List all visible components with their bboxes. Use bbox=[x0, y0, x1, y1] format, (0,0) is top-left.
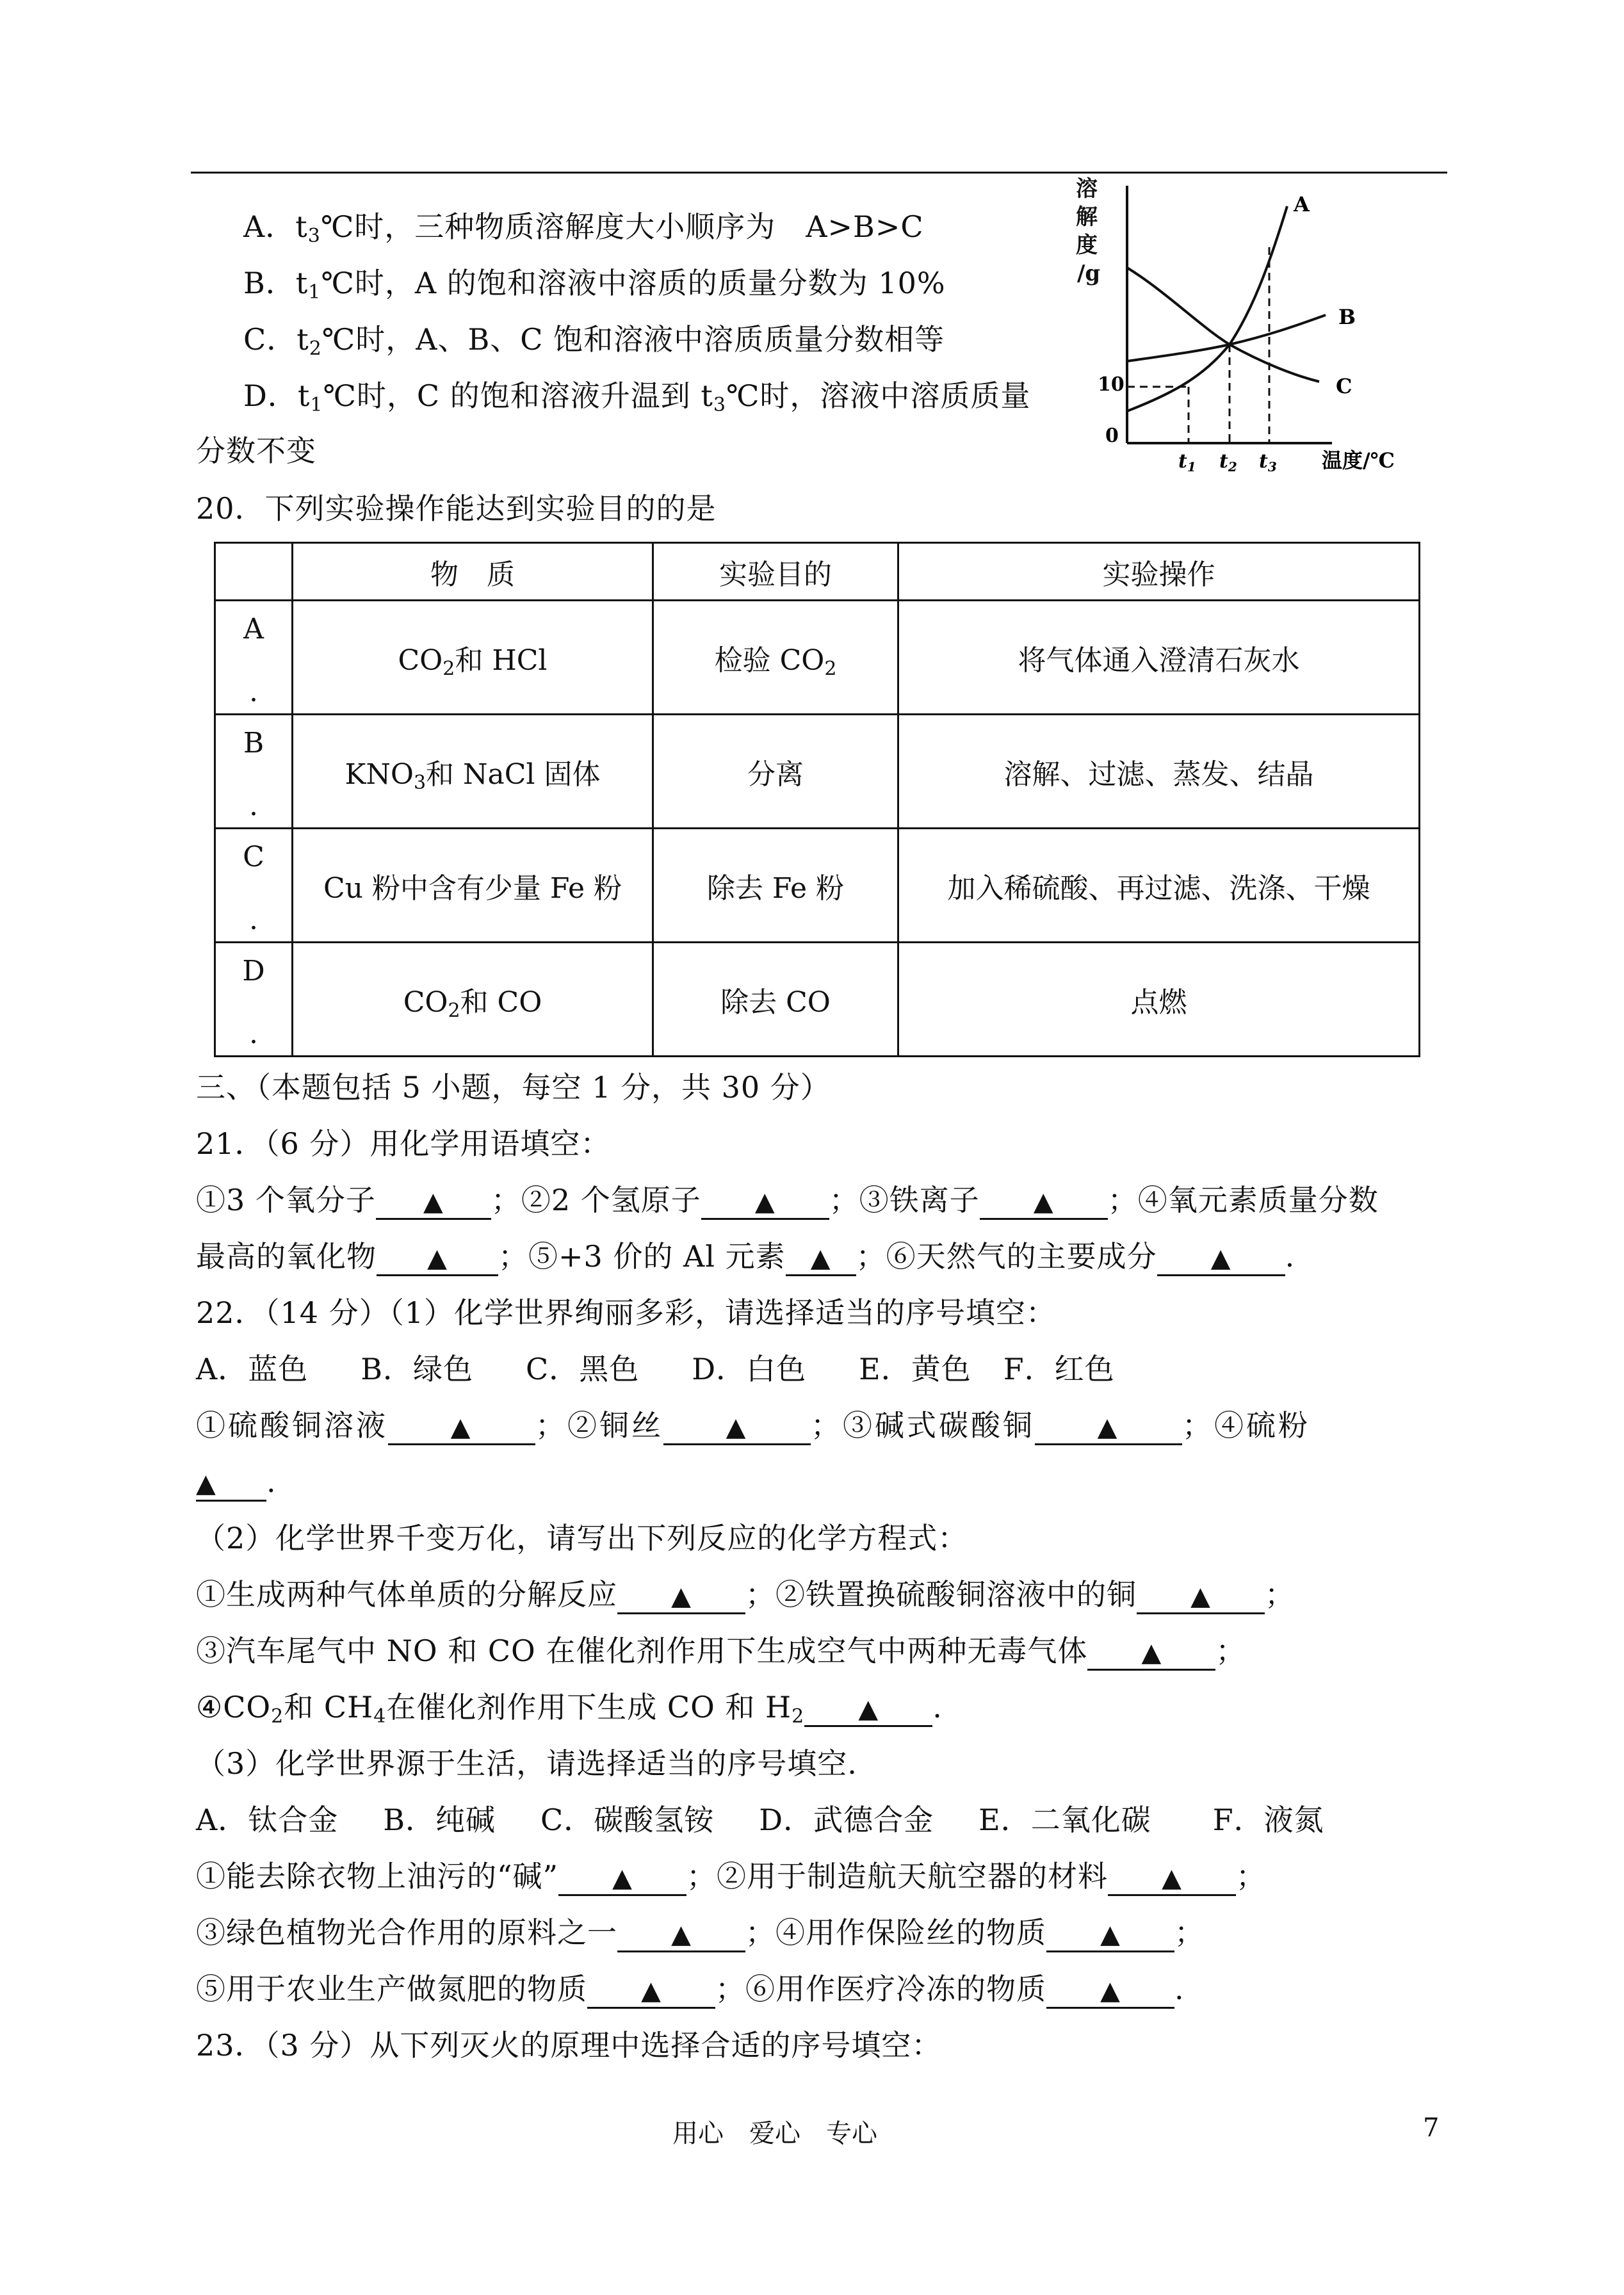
answer-blank[interactable]: ▲ bbox=[1137, 1578, 1265, 1614]
x-axis-title: 温度/℃ bbox=[1322, 448, 1395, 473]
y-axis-title-char: /g bbox=[1077, 261, 1101, 286]
q21-line-2: 最高的氧化物 ▲ ；⑤+3 价的 Al 元素 ▲ ；⑥天然气的主要成分 ▲ . bbox=[196, 1237, 1295, 1276]
answer-blank[interactable]: ▲ bbox=[388, 1409, 535, 1445]
option-dot: . bbox=[249, 790, 258, 822]
y-axis-title-char: 度 bbox=[1076, 232, 1098, 258]
answer-blank[interactable]: ▲ bbox=[196, 1466, 266, 1502]
y-axis-title-char: 解 bbox=[1076, 204, 1098, 230]
q22-color-options bbox=[196, 1350, 1115, 1388]
option-letter: B bbox=[243, 727, 264, 759]
substance-cell: Cu 粉中含有少量 Fe 粉 bbox=[293, 829, 653, 943]
q21-line-1: ①3 个氧分子 ▲ ；②2 个氢原子 ▲ ；③铁离子 ▲ ；④氧元素质量分数 bbox=[196, 1181, 1379, 1220]
answer-blank[interactable]: ▲ bbox=[558, 1860, 686, 1896]
y-axis-title bbox=[1076, 176, 1100, 286]
operation-cell: 将气体通入澄清石灰水 bbox=[898, 601, 1420, 715]
operation-cell: 点燃 bbox=[898, 943, 1420, 1057]
answer-blank[interactable]: ▲ bbox=[377, 1240, 498, 1276]
q19-option-d: D．$t_1℃$时，C 的饱和溶液升温到 $t_3℃$时，溶液中溶质质量 bbox=[243, 378, 1031, 416]
color-option: C．黑色 bbox=[526, 1352, 640, 1386]
curve-a-label: A bbox=[1294, 192, 1310, 216]
option-cell bbox=[215, 715, 293, 829]
option-dot: . bbox=[249, 1018, 258, 1050]
option-dot: . bbox=[249, 676, 258, 708]
answer-blank[interactable]: ▲ bbox=[786, 1240, 856, 1276]
answer-blank[interactable]: ▲ bbox=[1046, 1973, 1174, 2009]
curve-c bbox=[1127, 268, 1319, 382]
x-tick-t3: $t_3$ bbox=[1259, 450, 1277, 474]
answer-blank[interactable]: ▲ bbox=[804, 1691, 932, 1727]
section-3-heading: 三、（本题包括 5 小题，每空 1 分，共 30 分） bbox=[196, 1070, 831, 1105]
q22-material-line-1: ①能去除衣物上油污的“碱” ▲ ；②用于制造航天航空器的材料 ▲ ； bbox=[196, 1857, 1266, 1896]
answer-blank[interactable]: ▲ bbox=[587, 1973, 715, 2009]
material-option: E．二氧化碳 bbox=[978, 1803, 1151, 1837]
substance-cell: $KNO_3$和 NaCl 固体 bbox=[293, 715, 653, 829]
answer-blank[interactable]: ▲ bbox=[663, 1409, 811, 1445]
substance-cell: $CO_2$和 HCl bbox=[293, 601, 653, 715]
footer-motto: 用心 爱心 专心 bbox=[672, 2119, 877, 2148]
option-cell bbox=[215, 943, 293, 1057]
q19-option-b: B．$t_1℃$时，A 的饱和溶液中溶质的质量分数为 10% bbox=[243, 266, 946, 304]
substance-cell: $CO_2$和 CO bbox=[293, 943, 653, 1057]
color-option: E．黄色 bbox=[859, 1352, 971, 1386]
option-letter: C bbox=[243, 841, 264, 873]
material-option: B．纯碱 bbox=[383, 1803, 496, 1837]
header-purpose: 实验目的 bbox=[653, 543, 898, 601]
header-blank-cell bbox=[215, 543, 293, 601]
purpose-cell: 除去 Fe 粉 bbox=[653, 829, 898, 943]
q22-part1-line-cont: ▲ . bbox=[196, 1463, 277, 1502]
table-header-row bbox=[215, 543, 1420, 601]
purpose-cell: 检验 $CO_2$ bbox=[653, 601, 898, 715]
material-option: D．武德合金 bbox=[759, 1803, 934, 1837]
header-operation: 实验操作 bbox=[898, 543, 1420, 601]
q19-option-a: A．$t_3℃$时，三种物质溶解度大小顺序为 A>B>C bbox=[243, 209, 924, 247]
material-option: A．钛合金 bbox=[196, 1803, 339, 1837]
x-tick-t1: $t_1$ bbox=[1178, 450, 1196, 474]
option-cell bbox=[215, 601, 293, 715]
color-option: A．蓝色 bbox=[196, 1352, 309, 1386]
table-row bbox=[215, 601, 1420, 715]
q22-equation-4: $④CO_2$和 $CH_4$在催化剂作用下生成 CO 和 $H_2$ ▲ . bbox=[196, 1690, 943, 1728]
option-cell bbox=[215, 829, 293, 943]
q22-part1-line: ①硫酸铜溶液 ▲ ；②铜丝 ▲ ；③碱式碳酸铜 ▲ ；④硫粉 bbox=[196, 1406, 1310, 1445]
answer-blank[interactable]: ▲ bbox=[376, 1184, 491, 1220]
option-letter: A bbox=[243, 613, 264, 645]
q22-title: 22．（14 分）（1）化学世界绚丽多彩，请选择适当的序号填空： bbox=[196, 1295, 1056, 1330]
purpose-cell: 分离 bbox=[653, 715, 898, 829]
option-letter: D bbox=[242, 955, 265, 987]
curve-c-label: C bbox=[1336, 374, 1352, 398]
color-option: D．白色 bbox=[692, 1352, 807, 1386]
q22-material-line-3: ⑤用于农业生产做氮肥的物质 ▲ ；⑥用作医疗冷冻的物质 ▲ . bbox=[196, 1970, 1185, 2009]
answer-blank[interactable]: ▲ bbox=[1035, 1409, 1182, 1445]
y-tick-label: 10 bbox=[1098, 373, 1125, 396]
q22-part2-title: （2）化学世界千变万化，请写出下列反应的化学方程式： bbox=[196, 1521, 968, 1555]
q22-part3-title: （3）化学世界源于生活，请选择适当的序号填空. bbox=[196, 1746, 857, 1781]
material-option: C．碳酸氢铵 bbox=[540, 1803, 715, 1837]
curve-b-label: B bbox=[1338, 305, 1356, 329]
answer-blank[interactable]: ▲ bbox=[1087, 1635, 1215, 1671]
page-number: 7 bbox=[1423, 2113, 1440, 2143]
q19-option-c: C．$t_2℃$时，A、B、C 饱和溶液中溶质质量分数相等 bbox=[243, 322, 945, 360]
purpose-cell: 除去 CO bbox=[653, 943, 898, 1057]
x-tick-t2: $t_2$ bbox=[1219, 450, 1237, 474]
answer-blank[interactable]: ▲ bbox=[617, 1917, 745, 1952]
answer-blank[interactable]: ▲ bbox=[980, 1184, 1108, 1220]
q22-material-options bbox=[196, 1801, 1324, 1839]
answer-blank[interactable]: ▲ bbox=[701, 1184, 829, 1220]
operation-cell: 溶解、过滤、蒸发、结晶 bbox=[898, 715, 1420, 829]
curve-a bbox=[1127, 206, 1287, 411]
answer-blank[interactable]: ▲ bbox=[617, 1578, 745, 1614]
solubility-chart bbox=[1076, 173, 1422, 474]
y-axis-title-char: 溶 bbox=[1076, 176, 1098, 202]
answer-blank[interactable]: ▲ bbox=[1108, 1860, 1236, 1896]
answer-blank[interactable]: ▲ bbox=[1046, 1917, 1174, 1952]
q22-equation-1-2: ①生成两种气体单质的分解反应 ▲ ；②铁置换硫酸铜溶液中的铜 ▲ ； bbox=[196, 1575, 1295, 1614]
table-row bbox=[215, 715, 1420, 829]
color-option: B．绿色 bbox=[361, 1352, 474, 1386]
q19-option-d-continued: 分数不变 bbox=[196, 434, 316, 468]
color-option: F．红色 bbox=[1003, 1352, 1115, 1386]
table-row bbox=[215, 829, 1420, 943]
curve-b bbox=[1127, 315, 1326, 361]
table-row bbox=[215, 943, 1420, 1057]
material-option: F．液氮 bbox=[1212, 1803, 1324, 1837]
answer-blank[interactable]: ▲ bbox=[1157, 1240, 1285, 1276]
q23-title: 23．（3 分）从下列灭火的原理中选择合适的序号填空： bbox=[196, 2028, 942, 2063]
option-dot: . bbox=[249, 904, 258, 936]
header-substance: 物 质 bbox=[293, 543, 653, 601]
q20-title: 20．下列实验操作能达到实验目的的是 bbox=[196, 491, 717, 526]
origin-label: 0 bbox=[1105, 425, 1119, 447]
operation-cell: 加入稀硫酸、再过滤、洗涤、干燥 bbox=[898, 829, 1420, 943]
q21-title: 21．（6 分）用化学用语填空： bbox=[196, 1126, 611, 1161]
q22-equation-3: ③汽车尾气中 NO 和 CO 在催化剂作用下生成空气中两种无毒气体 ▲ ； bbox=[196, 1632, 1246, 1671]
q22-material-line-2: ③绿色植物光合作用的原料之一 ▲ ；④用作保险丝的物质 ▲ ； bbox=[196, 1913, 1205, 1952]
q20-table bbox=[214, 542, 1420, 1057]
